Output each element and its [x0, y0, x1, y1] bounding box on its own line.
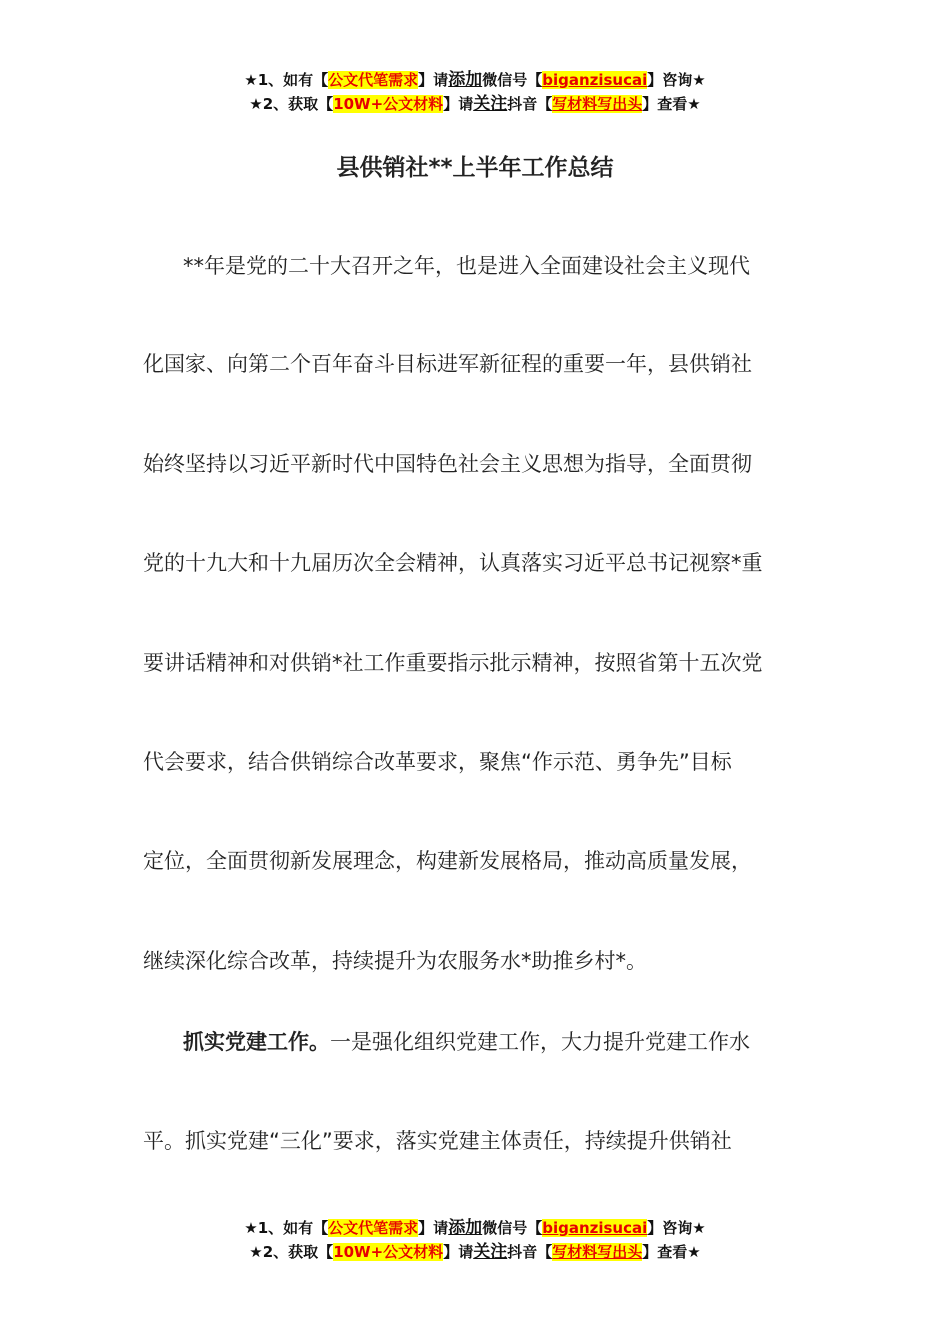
- banner-emphasis: 关注: [473, 94, 508, 114]
- banner-line-1: [0, 68, 950, 92]
- section-first-line: [143, 1027, 853, 1057]
- paragraph-line: 党的十九大和十九届历次全会精神，认真落实习近平总书记视察*重: [143, 551, 763, 575]
- banner-line-2: [0, 92, 950, 116]
- paragraph-line: 化国家、向第二个百年奋斗目标进军新征程的重要一年，县供销社: [143, 352, 752, 376]
- banner-text: 】查看★: [642, 1243, 701, 1261]
- banner-line-1: [0, 1216, 950, 1240]
- footer-banner: [0, 1216, 950, 1264]
- paragraph-line: 平。抓实党建“三化”要求，落实党建主体责任，持续提升供销社: [143, 1129, 732, 1153]
- paragraph-line: 始终坚持以习近平新时代中国特色社会主义思想为指导，全面贯彻: [143, 452, 752, 476]
- banner-text: 】查看★: [642, 95, 701, 113]
- banner-text: ★1、如有【: [244, 71, 329, 89]
- banner-text: 】请: [418, 1219, 449, 1237]
- paragraph-line: 要讲话精神和对供销*社工作重要指示批示精神，按照省第十五次党: [143, 651, 763, 675]
- banner-highlight: 公文代笔需求: [328, 1219, 419, 1237]
- banner-emphasis: 关注: [473, 1242, 508, 1262]
- banner-wechat-id: biganzisucai: [542, 71, 648, 89]
- banner-text: 】请: [418, 71, 449, 89]
- paragraph-line: 继续深化综合改革，持续提升为农服务水*助推乡村*。: [143, 949, 647, 973]
- section-text: 一是强化组织党建工作，大力提升党建工作水: [330, 1030, 750, 1054]
- paragraph-line: 定位，全面贯彻新发展理念，构建新发展格局，推动高质量发展，: [143, 849, 752, 873]
- banner-highlight: 10W+公文材料: [333, 1243, 444, 1261]
- banner-wechat-id: biganzisucai: [542, 1219, 648, 1237]
- banner-emphasis: 添加: [448, 70, 483, 90]
- banner-text: 微信号【: [482, 1219, 543, 1237]
- banner-text: ★2、获取【: [249, 95, 334, 113]
- banner-text: 】咨询★: [647, 71, 706, 89]
- banner-text: ★2、获取【: [249, 1243, 334, 1261]
- banner-text: 】请: [443, 1243, 474, 1261]
- banner-text: 微信号【: [482, 71, 543, 89]
- section-heading: 抓实党建工作。: [183, 1030, 330, 1054]
- paragraph-line: **年是党的二十大召开之年，也是进入全面建设社会主义现代: [183, 254, 750, 278]
- header-banner: [0, 68, 950, 116]
- banner-text: 】请: [443, 95, 474, 113]
- banner-douyin-id: 写材料写出头: [552, 95, 643, 113]
- banner-highlight: 10W+公文材料: [333, 95, 444, 113]
- document-title: 县供销社**上半年工作总结: [336, 155, 614, 181]
- banner-text: 】咨询★: [647, 1219, 706, 1237]
- banner-line-2: [0, 1240, 950, 1264]
- banner-text: 抖音【: [507, 1243, 553, 1261]
- banner-emphasis: 添加: [448, 1218, 483, 1238]
- banner-text: ★1、如有【: [244, 1219, 329, 1237]
- banner-highlight: 公文代笔需求: [328, 71, 419, 89]
- banner-douyin-id: 写材料写出头: [552, 1243, 643, 1261]
- banner-text: 抖音【: [507, 95, 553, 113]
- paragraph-line: 代会要求，结合供销综合改革要求，聚焦“作示范、勇争先”目标: [143, 750, 732, 774]
